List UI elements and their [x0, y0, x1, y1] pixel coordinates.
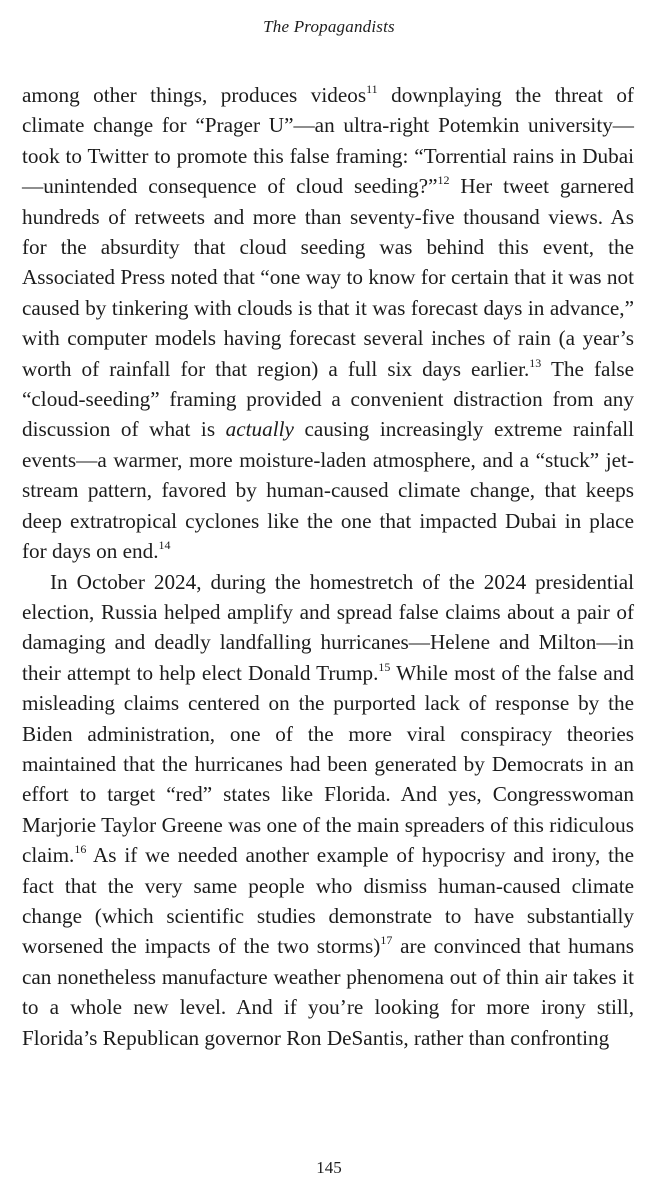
emphasis: actually — [225, 417, 294, 442]
body-text — [22, 80, 634, 1053]
text-run: The false “cloud-seeding” framing provided a convenient distraction from any discussion of what is — [22, 356, 634, 442]
running-head: The Propagandists — [263, 17, 395, 36]
footnote-ref: 17 — [380, 933, 393, 948]
paragraph — [22, 80, 634, 567]
text-run: As if we needed another example of hypocrisy and irony, the fact that the very same people who dismiss human-caused climate change (which scientific studies demonstrate to have substantially worsened the impacts of the two storms) — [22, 843, 634, 959]
text-run: downplaying the threat of climate change for “Prager U”—an ultra-right Potemkin university—took to Twitter to promote this false framing: “Torrential rains in Dubai—unintended consequence of cloud seeding?” — [22, 83, 634, 199]
text-run: among other things, produces videos — [22, 83, 367, 107]
text-run: Her tweet garnered hundreds of retweets and more than seventy-five thousand views. As for the absurdity that cloud seeding was behind this event, the Associated Press noted that “one way to know for certain that it was not caused by tinkering with clouds is that it was forecast days in advance,” with computer models having forecast several inches of rain (a year’s worth of rainfall for that region) a full six days earlier. — [22, 174, 634, 381]
text-run: are convinced that humans can nonetheless manufacture weather phenomena out of thin air takes it to a whole new level. And if you’re looking for more irony still, Florida’s Republican governor Ron DeSantis, rather than confronting — [22, 934, 634, 1050]
footnote-ref: 16 — [74, 842, 87, 857]
footnote-ref: 14 — [158, 538, 171, 553]
footnote-ref: 12 — [437, 173, 450, 188]
page-number: 145 — [316, 1158, 342, 1177]
footnote-ref: 11 — [366, 81, 378, 96]
footnote-ref: 13 — [529, 355, 542, 370]
text-run: causing increasingly extreme rainfall events—a warmer, more moisture-laden atmosphere, and a “stuck” jet-stream pattern, favored by human-caused climate change, that keeps deep extratropical cyclones like the one that impacted Dubai in place for days on end. — [22, 417, 634, 564]
text-run: In October 2024, during the homestretch of the 2024 presidential election, Russia helped amplify and spread false claims about a pair of damaging and deadly landfalling hurricanes—Helene and Milton—in their attempt to help elect Donald Trump. — [22, 569, 634, 685]
text-run: While most of the false and misleading claims centered on the purported lack of response by the Biden administration, one of the more viral conspiracy theories maintained that the hurricanes had been generated by Democrats in an effort to target “red” states like Florida. And yes, Congresswoman Marjorie Taylor Greene was one of the main spreaders of this ridiculous claim. — [22, 660, 634, 868]
paragraph — [22, 567, 634, 1054]
footnote-ref: 15 — [378, 659, 391, 674]
